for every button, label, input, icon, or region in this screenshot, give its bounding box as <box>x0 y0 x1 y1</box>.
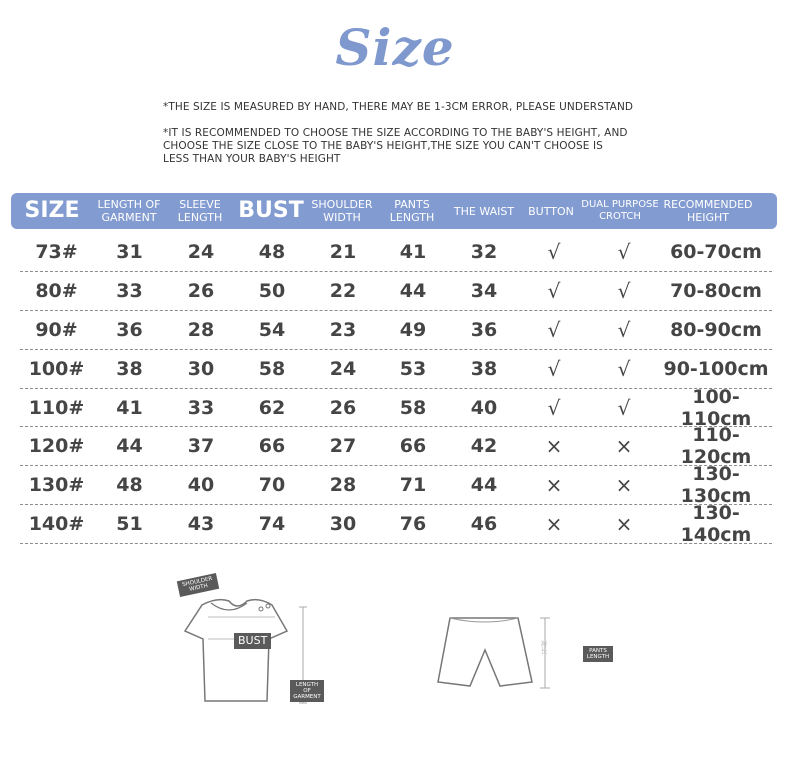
table-row <box>20 385 772 430</box>
checkmark-icon: √ <box>547 356 561 381</box>
cell-shoulder-width: 23 <box>329 318 357 341</box>
cell-sleeve-length: 43 <box>187 513 215 536</box>
cell-waist: 32 <box>470 240 498 263</box>
cell-waist: 42 <box>470 435 498 458</box>
cell-shoulder-width: 30 <box>329 513 357 536</box>
checkmark-icon: √ <box>617 395 631 420</box>
checkmark-icon: √ <box>617 239 631 264</box>
cell-garment-length: 38 <box>116 357 143 380</box>
cell-pants-length: 49 <box>399 318 427 341</box>
cell-size: 80# <box>35 279 78 302</box>
cell-waist: 44 <box>470 474 498 497</box>
header-pants-length: PANTS LENGTH <box>389 198 435 224</box>
checkmark-icon: √ <box>617 278 631 303</box>
cell-bust: 70 <box>258 474 286 497</box>
cell-garment-length: 31 <box>116 240 143 263</box>
cross-icon: × <box>545 434 563 459</box>
header-the-waist: THE WAIST <box>453 204 515 218</box>
checkmark-icon: √ <box>617 356 631 381</box>
cross-icon: × <box>545 473 563 498</box>
cell-size: 90# <box>35 318 78 341</box>
size-table-body <box>20 233 772 547</box>
length-of-garment-label: LENGTH OF GARMENT <box>290 680 324 702</box>
cell-shoulder-width: 28 <box>329 474 357 497</box>
cell-pants-length: 53 <box>399 357 427 380</box>
shoulder-width-label: SHOULDER WIDTH <box>177 573 219 597</box>
cell-size: 100# <box>28 357 85 380</box>
cell-pants-length: 66 <box>399 435 427 458</box>
header-shoulder-width: SHOULDER WIDTH <box>311 198 373 224</box>
cell-shoulder-width: 27 <box>329 435 357 458</box>
header-recommended-height: RECOMMENDED HEIGHT <box>663 198 753 224</box>
cell-recommended-height: 110-120cm <box>680 424 752 469</box>
table-row <box>20 311 772 350</box>
measurement-note: *THE SIZE IS MEASURED BY HAND, THERE MAY BE 1-3CM ERROR, PLEASE UNDERSTAND <box>163 101 634 113</box>
cell-bust: 74 <box>258 513 286 536</box>
cell-waist: 40 <box>470 396 498 419</box>
cell-waist: 46 <box>470 513 498 536</box>
header-dual-purpose-crotch: DUAL PURPOSE CROTCH <box>581 199 659 222</box>
cell-pants-length: 44 <box>399 279 427 302</box>
bust-label: BUST <box>234 633 271 649</box>
checkmark-icon: √ <box>547 317 561 342</box>
cell-recommended-height: 130-130cm <box>680 463 752 508</box>
page-title: Size <box>335 18 455 77</box>
cell-bust: 48 <box>258 240 286 263</box>
cross-icon: × <box>615 434 633 459</box>
table-row <box>20 350 772 389</box>
shorts-icon <box>430 610 570 695</box>
cell-shoulder-width: 21 <box>329 240 357 263</box>
cell-recommended-height: 100-110cm <box>680 385 752 430</box>
table-row <box>20 424 772 469</box>
cell-waist: 34 <box>470 279 498 302</box>
cell-size: 73# <box>35 240 78 263</box>
cross-icon: × <box>545 512 563 537</box>
checkmark-icon: √ <box>547 278 561 303</box>
cell-garment-length: 48 <box>116 474 143 497</box>
cross-icon: × <box>615 512 633 537</box>
cell-size: 110# <box>28 396 85 419</box>
table-row <box>20 233 772 272</box>
cell-garment-length: 44 <box>116 435 143 458</box>
cell-size: 120# <box>28 435 85 458</box>
cross-icon: × <box>615 473 633 498</box>
cell-sleeve-length: 26 <box>187 279 215 302</box>
cell-recommended-height: 130-140cm <box>680 502 752 547</box>
cell-bust: 50 <box>258 279 286 302</box>
cell-garment-length: 41 <box>116 396 143 419</box>
cell-shoulder-width: 22 <box>329 279 357 302</box>
cell-pants-length: 71 <box>399 474 427 497</box>
table-row <box>20 502 772 547</box>
cell-recommended-height: 70-80cm <box>670 279 762 302</box>
cell-sleeve-length: 24 <box>187 240 215 263</box>
cell-sleeve-length: 37 <box>187 435 215 458</box>
checkmark-icon: √ <box>617 317 631 342</box>
cell-sleeve-length: 40 <box>187 474 215 497</box>
checkmark-icon: √ <box>547 239 561 264</box>
table-row <box>20 463 772 508</box>
table-row <box>20 272 772 311</box>
cell-bust: 54 <box>258 318 286 341</box>
cell-recommended-height: 90-100cm <box>663 357 769 380</box>
size-advice-note: *IT IS RECOMMENDED TO CHOOSE THE SIZE ACCORDING TO THE BABY'S HEIGHT, AND CHOOSE THE SIZE CLOSE TO THE BABY'S HEIGHT,THE SIZE YOU CAN'T CHOOSE IS LESS THAN YOUR BABY'S HEIGHT <box>163 127 628 165</box>
header-button: BUTTON <box>528 204 574 218</box>
header-sleeve-length: SLEEVE LENGTH <box>177 198 223 224</box>
cell-recommended-height: 80-90cm <box>670 318 762 341</box>
cell-bust: 62 <box>258 396 286 419</box>
cell-bust: 66 <box>258 435 286 458</box>
header-bust: BUST <box>238 198 304 223</box>
cell-pants-length: 41 <box>399 240 427 263</box>
cell-pants-length: 58 <box>399 396 427 419</box>
cell-garment-length: 33 <box>116 279 143 302</box>
checkmark-icon: √ <box>547 395 561 420</box>
table-header <box>11 193 777 229</box>
cell-shoulder-width: 24 <box>329 357 357 380</box>
cell-size: 130# <box>28 474 85 497</box>
cell-garment-length: 36 <box>116 318 143 341</box>
cell-waist: 36 <box>470 318 498 341</box>
cell-pants-length: 76 <box>399 513 427 536</box>
cell-shoulder-width: 26 <box>329 396 357 419</box>
cell-sleeve-length: 30 <box>187 357 215 380</box>
header-length-of-garment: LENGTH OF GARMENT <box>97 198 161 224</box>
cell-waist: 38 <box>470 357 498 380</box>
cell-sleeve-length: 33 <box>187 396 215 419</box>
cell-size: 140# <box>28 513 85 536</box>
header-size: SIZE <box>24 198 80 223</box>
pants-length-label: PANTS LENGTH <box>583 646 613 662</box>
pants-length-mark: 裤长 <box>540 640 548 654</box>
cell-sleeve-length: 28 <box>187 318 215 341</box>
cell-recommended-height: 60-70cm <box>670 240 762 263</box>
cell-bust: 58 <box>258 357 286 380</box>
cell-garment-length: 51 <box>116 513 143 536</box>
